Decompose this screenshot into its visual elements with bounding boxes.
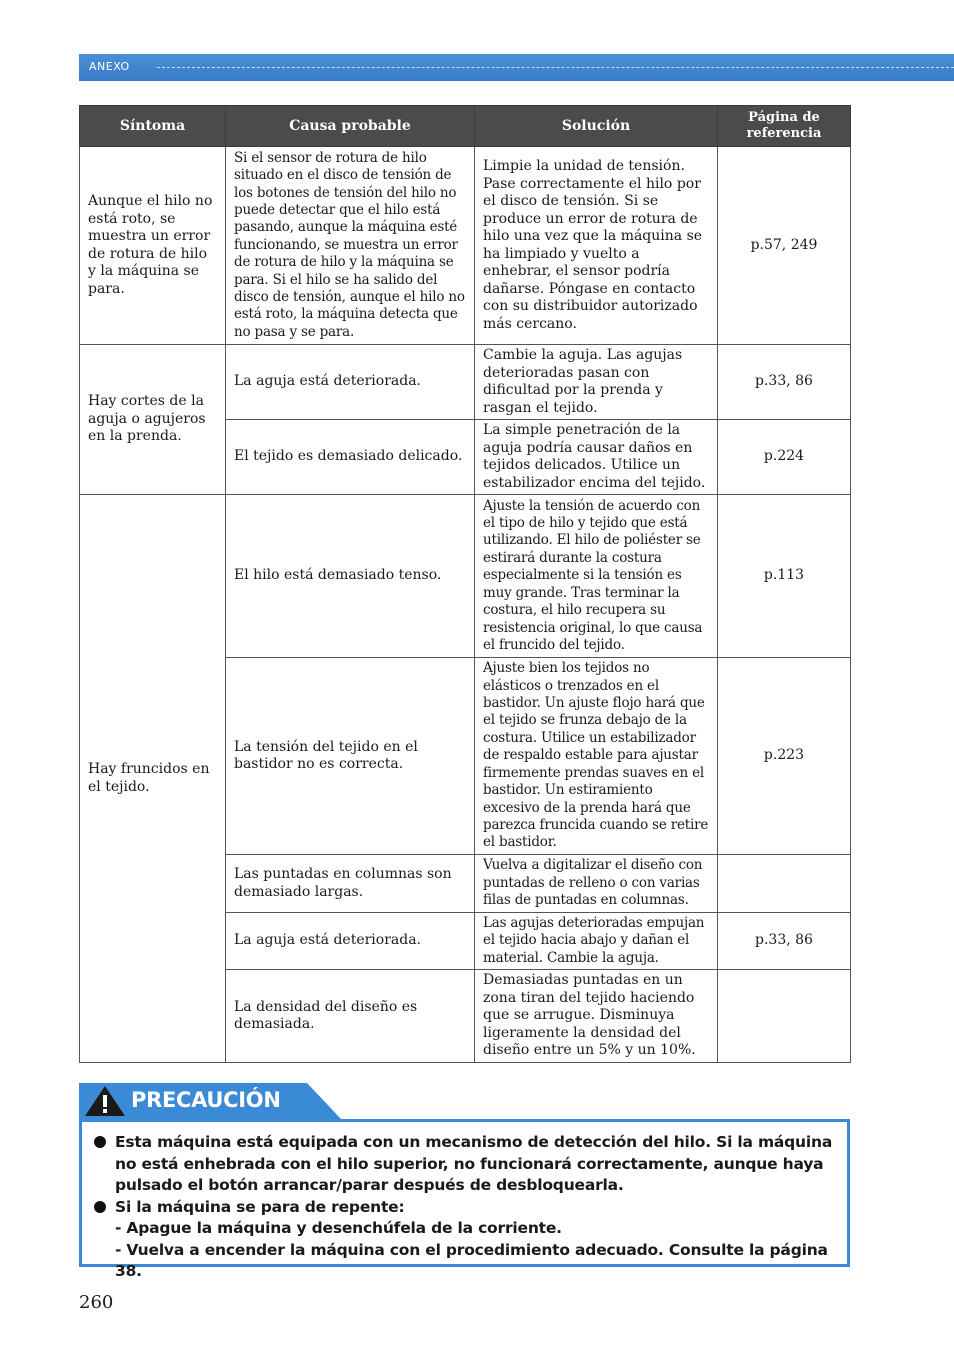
troubleshooting-table xyxy=(79,105,851,1063)
cause-cell: Si el sensor de rotura de hilo situado en el disco de tensión de los botones de tensión del hilo no puede detectar que el hilo está pasando, aunque la máquina esté funcionando, se muestra un error de rotura de hilo y la máquina se para. Si el hilo se ha salido del disco de tensión, aunque el hilo no está roto, la máquina detecta que no pasa y se para. xyxy=(226,147,475,345)
caution-item-text: Esta máquina está equipada con un mecanismo de detección del hilo. Si la máquina no está enhebrada con el hilo superior, no funcionará correctamente, aunque haya pulsado el botón arrancar/parar después de desbloquearla. xyxy=(115,1133,833,1194)
column-header-cause: Causa probable xyxy=(226,106,475,147)
cause-cell: La aguja está deteriorada. xyxy=(226,345,475,420)
reference-cell: p.113 xyxy=(718,495,851,658)
reference-cell: p.33, 86 xyxy=(718,345,851,420)
bullet-icon xyxy=(94,1136,106,1148)
symptom-cell: Aunque el hilo no está roto, se muestra un error de rotura de hilo y la máquina se para. xyxy=(80,147,226,345)
page-number: 260 xyxy=(79,1292,114,1313)
reference-cell: p.223 xyxy=(718,658,851,855)
table-row xyxy=(80,495,851,658)
caution-box xyxy=(79,1119,850,1280)
caution-title: PRECAUCIÓN xyxy=(131,1088,281,1112)
solution-cell: Limpie la unidad de tensión. Pase correctamente el hilo por el disco de tensión. Si se produce un error de rotura de hilo una vez que la máquina se ha limpiado y vuelto a enhebrar, el sensor podría dañarse. Póngase en contacto con su distribuidor autorizado más cercano. xyxy=(475,147,718,345)
solution-cell: La simple penetración de la aguja podría causar daños en tejidos delicados. Utilice un estabilizador encima del tejido. xyxy=(475,420,718,495)
cause-cell: El hilo está demasiado tenso. xyxy=(226,495,475,658)
reference-cell xyxy=(718,855,851,913)
table-row xyxy=(80,147,851,345)
bullet-icon xyxy=(94,1201,106,1213)
column-header-reference: Página de referencia xyxy=(718,106,851,147)
solution-cell: Cambie la aguja. Las agujas deterioradas pasan con dificultad por la prenda y rasgan el tejido. xyxy=(475,345,718,420)
header-divider xyxy=(157,67,954,68)
caution-item-text: Si la máquina se para de repente: xyxy=(115,1197,405,1216)
reference-cell xyxy=(718,970,851,1063)
symptom-cell: Hay cortes de la aguja o agujeros en la prenda. xyxy=(80,345,226,495)
caution-item xyxy=(94,1197,837,1283)
caution-step: - Vuelva a encender la máquina con el procedimiento adecuado. Consulte la página 38. xyxy=(115,1240,828,1280)
cause-cell: Las puntadas en columnas son demasiado largas. xyxy=(226,855,475,913)
table-header-row xyxy=(80,106,851,147)
reference-cell: p.224 xyxy=(718,420,851,495)
cause-cell: La tensión del tejido en el bastidor no es correcta. xyxy=(226,658,475,855)
caution-list xyxy=(94,1132,837,1283)
solution-cell: Demasiadas puntadas en un zona tiran del tejido haciendo que se arrugue. Disminuya ligeramente la densidad del diseño entre un 5% y un 10%. xyxy=(475,970,718,1063)
section-label: ANEXO xyxy=(89,60,130,73)
section-header-bar xyxy=(79,54,954,81)
cause-cell: El tejido es demasiado delicado. xyxy=(226,420,475,495)
solution-cell: Ajuste bien los tejidos no elásticos o trenzados en el bastidor. Un ajuste flojo hará que el tejido se frunza debajo de la costura. Utilice un estabilizador de respaldo estable para ajustar firmemente prendas suaves en el bastidor. Un estiramiento excesivo de la prenda hará que parezca fruncida cuando se retire el bastidor. xyxy=(475,658,718,855)
column-header-solution: Solución xyxy=(475,106,718,147)
solution-cell: Las agujas deterioradas empujan el tejido hacia abajo y dañan el material. Cambie la aguja. xyxy=(475,913,718,970)
solution-cell: Ajuste la tensión de acuerdo con el tipo de hilo y tejido que está utilizando. El hilo de poliéster se estirará durante la costura especialmente si la tensión es muy grande. Tras terminar la costura, el hilo recupera su resistencia original, lo que causa el fruncido del tejido. xyxy=(475,495,718,658)
table-row xyxy=(80,345,851,420)
reference-cell: p.57, 249 xyxy=(718,147,851,345)
column-header-symptom: Síntoma xyxy=(80,106,226,147)
symptom-cell: Hay fruncidos en el tejido. xyxy=(80,495,226,1063)
cause-cell: La aguja está deteriorada. xyxy=(226,913,475,970)
caution-item xyxy=(94,1132,837,1197)
cause-cell: La densidad del diseño es demasiada. xyxy=(226,970,475,1063)
caution-step: - Apague la máquina y desenchúfela de la corriente. xyxy=(115,1219,562,1237)
reference-cell: p.33, 86 xyxy=(718,913,851,970)
solution-cell: Vuelva a digitalizar el diseño con puntadas de relleno o con varias filas de puntadas en columnas. xyxy=(475,855,718,913)
